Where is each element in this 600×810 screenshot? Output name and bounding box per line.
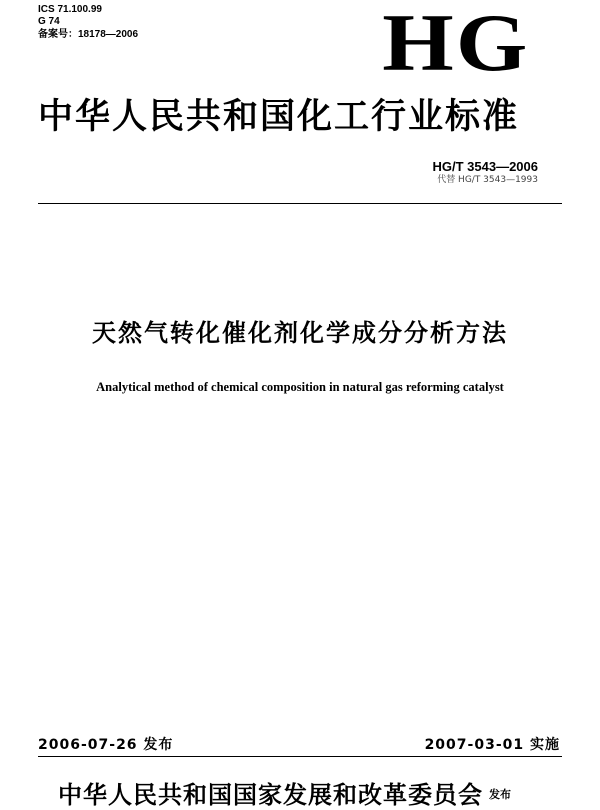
standard-organization-heading: 中华人民共和国化工行业标准	[38, 97, 520, 137]
ics-code: ICS 71.100.99	[38, 4, 102, 15]
replaces-standard: 代替 HG/T 3543—1993	[437, 175, 538, 185]
issuing-authority	[58, 780, 511, 810]
filing-number: 备案号：18178—2006	[38, 29, 139, 40]
issue-date: 2006-07-26 发布	[38, 737, 174, 753]
footer-divider	[38, 756, 562, 757]
document-title-english: Analytical method of chemical composition in natural gas reforming catalyst	[96, 380, 504, 394]
implementation-date: 2007-03-01 实施	[424, 737, 560, 753]
header-divider	[38, 203, 562, 204]
issuer-name: 中华人民共和国国家发展和改革委员会	[58, 781, 483, 809]
issuer-suffix: 发布	[489, 788, 511, 801]
document-title-chinese: 天然气转化催化剂化学成分分析方法	[92, 319, 508, 347]
standard-number: HG/T 3543—2006	[432, 159, 538, 174]
ccs-code: G 74	[38, 16, 60, 27]
hg-logo: HG	[382, 0, 530, 88]
